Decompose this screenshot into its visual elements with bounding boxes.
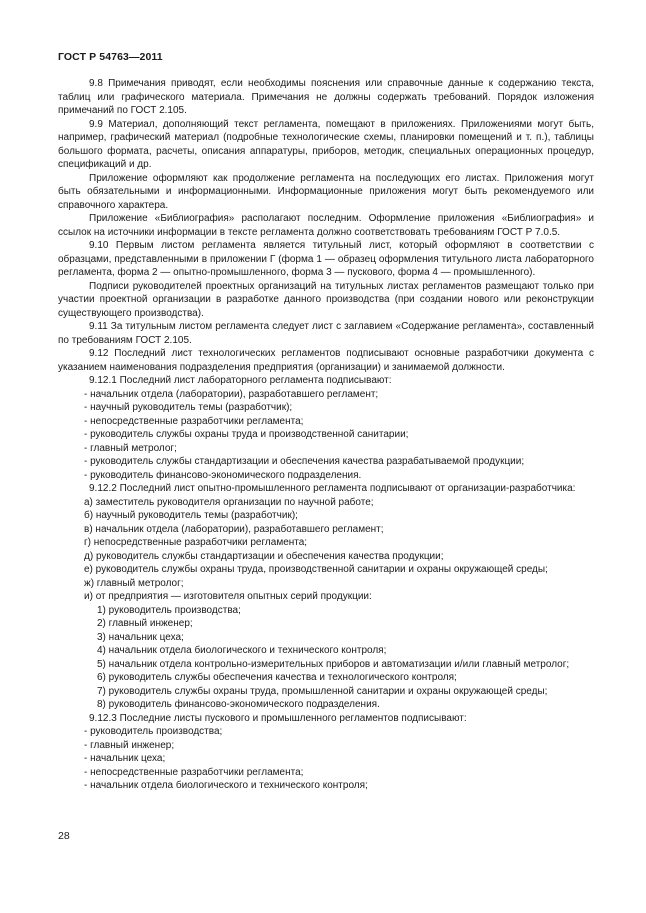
- page-number: 28: [58, 830, 70, 842]
- document-body: [58, 77, 594, 793]
- list-item: - непосредственные разработчики регламента;: [84, 415, 304, 427]
- paragraph: 9.10 Первым листом регламента является титульный лист, который оформляют в соответствии с образцами, представленными в приложении Г (форма 1 — образец оформления титульного листа лабораторного регламента, форма 2 — опытно-промышленного, форма 3 — пускового, форма 4 — промышленного).: [58, 240, 594, 278]
- list-item: а) заместитель руководителя организации по научной работе;: [84, 496, 374, 508]
- paragraph: Приложение оформляют как продолжение регламента на последующих его листах. Приложения могут быть обязательными и информационными. Информационные приложения могут быть рекомендуемого или справочного характера.: [58, 172, 594, 211]
- list-item: 2) главный инженер;: [97, 618, 193, 629]
- list-item: - научный руководитель темы (разработчик);: [84, 402, 293, 413]
- list-item: 3) начальник цеха;: [97, 631, 184, 643]
- list-item: - руководитель финансово-экономического подразделения.: [84, 469, 362, 481]
- paragraph: 9.12 Последний лист технологических регламентов подписывают основные разработчики документа с указанием наименования подразделения предприятия (организации) и занимаемой должности.: [58, 348, 594, 373]
- list-item: 7) руководитель службы охраны труда, промышленной санитарии и охраны окружающей среды;: [97, 685, 548, 697]
- paragraph: Подписи руководителей проектных организаций на титульных листах регламентов размещают только при участии проектной организации в разработке данного производства (при создании нового или реконструкции существующего производства).: [58, 280, 594, 319]
- paragraph: 9.12.3 Последние листы пускового и промышленного регламентов подписывают:: [89, 712, 467, 724]
- document-header: ГОСТ Р 54763—2011: [58, 51, 163, 63]
- paragraph: 9.11 За титульным листом регламента следует лист с заглавием «Содержание регламента», составленный по требованиям ГОСТ 2.105.: [58, 321, 594, 346]
- list-item: 1) руководитель производства;: [97, 604, 241, 616]
- paragraph: 9.9 Материал, дополняющий текст регламента, помещают в приложениях. Приложениями могут быть, например, графический материал (подробные технологические схемы, планировки помещений и т. п.), таблицы большого формата, расчеты, описания аппаратуры, приборов, методик, специальных операционных процедур, спецификаций и др.: [58, 118, 594, 170]
- list-item: 6) руководитель службы обеспечения качества и технологического контроля;: [97, 672, 457, 683]
- paragraph: 9.8 Примечания приводят, если необходимы пояснения или справочные данные к содержанию текста, таблиц или графического материала. Примечания не должны содержать требований. Порядок изложения примечаний по ГОСТ 2.105.: [58, 78, 594, 116]
- list-item: 5) начальник отдела контрольно-измерительных приборов и автоматизации и/или главный метролог;: [97, 658, 570, 670]
- list-item: б) научный руководитель темы (разработчик);: [84, 510, 298, 521]
- list-item: д) руководитель службы стандартизации и обеспечения качества продукции;: [84, 550, 444, 562]
- list-item: - руководитель службы стандартизации и обеспечения качества разрабатываемой продукции;: [84, 456, 525, 467]
- list-item: в) начальник отдела (лаборатории), разработавшего регламент;: [84, 523, 384, 535]
- list-item: - начальник отдела (лаборатории), разработавшего регламент;: [84, 388, 379, 400]
- paragraph: Приложение «Библиография» располагают последним. Оформление приложения «Библиография» и ссылок на источники информации в тексте регламента должно соответствовать требованиям ГОСТ Р 7.0.5.: [58, 213, 594, 238]
- list-item: - руководитель производства;: [84, 726, 223, 737]
- list-item: - непосредственные разработчики регламента;: [84, 766, 304, 778]
- list-item: - начальник отдела биологического и технического контроля;: [84, 780, 368, 791]
- list-item: г) непосредственные разработчики регламента;: [84, 537, 308, 548]
- list-item: е) руководитель службы охраны труда, производственной санитарии и охраны окружающей среды;: [84, 564, 548, 575]
- list-item: 4) начальник отдела биологического и технического контроля;: [97, 645, 387, 656]
- list-item: и) от предприятия — изготовителя опытных серий продукции:: [84, 591, 372, 602]
- list-item: ж) главный метролог;: [84, 577, 184, 589]
- paragraph: 9.12.1 Последний лист лабораторного регламента подписывают:: [89, 375, 392, 386]
- list-item: 8) руководитель финансово-экономического подразделения.: [97, 699, 380, 710]
- paragraph: 9.12.2 Последний лист опытно-промышленного регламента подписывают от организации-разработчика:: [89, 483, 576, 494]
- list-item: - главный инженер;: [84, 739, 175, 751]
- list-item: - главный метролог;: [84, 442, 177, 454]
- list-item: - начальник цеха;: [84, 753, 166, 764]
- list-item: - руководитель службы охраны труда и производственной санитарии;: [84, 429, 409, 440]
